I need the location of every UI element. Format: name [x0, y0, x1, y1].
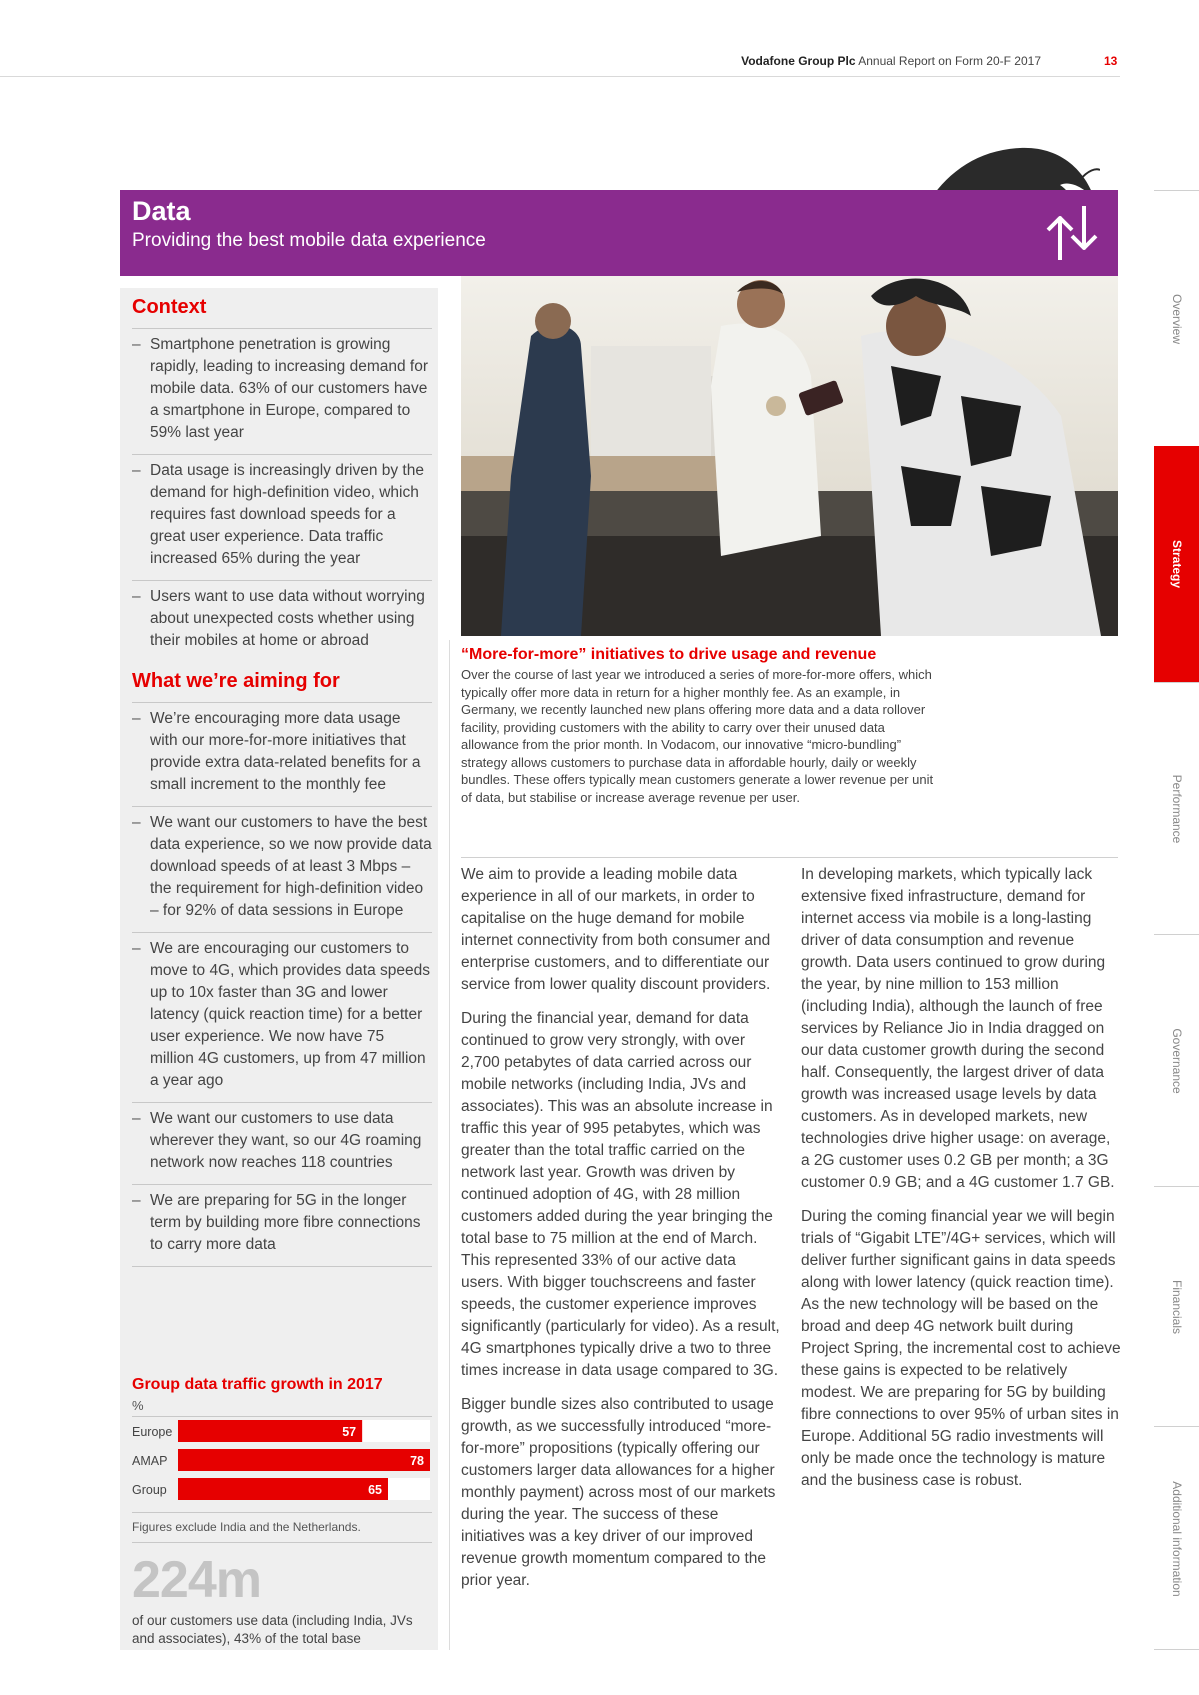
context-list — [132, 328, 432, 662]
body-column-right — [801, 864, 1121, 1504]
bar-europe — [178, 1420, 362, 1442]
chart-top-rule — [132, 1416, 432, 1417]
body-paragraph: During the coming financial year we will begin trials of “Gigabit LTE”/4G+ services, which will deliver further significant gains in data speeds along with lower latency (quick reaction time). As the new technology will be based on the broad and deep 4G network built during Project Spring, the incremental cost to achieve these gains is expected to be relatively modest. We are preparing for 5G by building fibre connections to over 95% of urban sites in Europe. Additional 5G radio investments will only be made once the technology is mature and the business case is robust. — [801, 1208, 1121, 1489]
body-column-left — [461, 864, 781, 1604]
header-divider — [0, 76, 1120, 77]
body-paragraph: During the financial year, demand for data continued to grow very strongly, with over 2,700 petabytes of data carried across our mobile networks (including India, JVs and associates). This was an absolute increase in traffic this year of 995 petabytes, which was greater than the total traffic carried on the network last year. Growth was driven by continued adoption of 4G, with 28 million customers added during the year bringing the total base to 75 million at the end of March. This represented 33% of our active data users. With bigger touchscreens and faster speeds, the customer experience improves significantly (particularly for video). As a result, 4G smartphones typically drive a two to three times increase in data usage compared to 3G. — [461, 1010, 780, 1379]
bar-amap — [178, 1449, 430, 1471]
chart-note: Figures exclude India and the Netherlands. — [132, 1520, 361, 1534]
page-number: 13 — [1104, 54, 1118, 68]
traffic-growth-chart — [132, 1418, 432, 1508]
highlight-caption: of our customers use data (including India, JVs and associates), 43% of the total base — [132, 1613, 413, 1646]
tab-financials[interactable] — [1154, 1186, 1199, 1427]
aims-list — [132, 702, 432, 1267]
section-banner — [120, 190, 1118, 276]
report-name: Annual Report on Form 20-F 2017 — [858, 54, 1041, 68]
data-label: 57 — [342, 1425, 357, 1439]
list-item: – We want our customers to have the best data experience, so we now provide data download speeds of at least 3 Mbps – the requirement for high-definition video – for 92% of data sessions in Europe — [132, 806, 432, 932]
section-nav — [1154, 190, 1199, 1650]
list-item: – We are encouraging our customers to move to 4G, which provides data speeds up to 10x faster than 3G and lower latency (quick reaction time) for a better user experience. We now have 75 million 4G customers, up from 47 million a year ago — [132, 932, 432, 1102]
category-label: AMAP — [132, 1454, 168, 1468]
column-divider — [449, 640, 450, 1650]
tab-label: Financials — [1169, 1279, 1184, 1335]
feature-text: Over the course of last year we introduced a series of more-for-more offers, which typically offer more data in return for a higher monthly fee. As an example, in Germany, we recently launched new plans offering more data and a data rollover facility, providing customers with the ability to carry over their unused data allowance from the prior month. In Vodacom, our innovative “micro-bundling” strategy allows customers to purchase data in affordable hourly, daily or weekly bundles. These offers typically mean customers generate a lower revenue per unit of data, but stabilise or increase average revenue per user. — [461, 667, 934, 805]
category-label: Group — [132, 1483, 167, 1497]
tab-performance[interactable] — [1154, 682, 1199, 935]
category-label: Europe — [132, 1425, 173, 1439]
tab-label: Performance — [1169, 774, 1184, 844]
data-label: 65 — [368, 1483, 382, 1497]
body-paragraph: Bigger bundle sizes also contributed to usage growth, as we successfully introduced “more-for-more” propositions (typically offering our customers larger data allowances for a higher monthly payment) across most of our markets during the year. The success of these initiatives was a key driver of our improved revenue growth momentum compared to the prior year. — [461, 1396, 776, 1589]
tab-overview[interactable] — [1154, 190, 1199, 447]
feature-title: “More-for-more” initiatives to drive usage and revenue — [461, 646, 877, 663]
list-item: – We’re encouraging more data usage with our more-for-more initiatives that provide extra data-related benefits for a small increment to the monthly fee — [132, 702, 432, 806]
tab-label: Additional information — [1169, 1480, 1184, 1597]
list-item: – We are preparing for 5G in the longer term by building more fibre connections to carry more data — [132, 1184, 432, 1267]
body-paragraph: We aim to provide a leading mobile data experience in all of our markets, in order to capitalise on the huge demand for mobile internet connectivity from both consumer and enterprise customers, and to differentiate our service from lower quality discount providers. — [461, 866, 771, 993]
list-item: – Smartphone penetration is growing rapidly, leading to increasing demand for mobile data. 63% of our customers have a smartphone in Europe, compared to 59% last year — [132, 328, 432, 454]
section-subtitle: Providing the best mobile data experience — [132, 230, 486, 251]
company-name: Vodafone Group Plc — [741, 54, 856, 68]
body-paragraph: In developing markets, which typically lack extensive fixed infrastructure, demand for internet access via mobile is a long-lasting driver of data consumption and revenue growth. Data users continued to grow during the year, by nine million to 153 million (including India), although the launch of free services by Reliance Jio in India dragged on our data customer growth during the second half. Consequently, the largest driver of data growth was increased usage levels by data customers. As in developed markets, new technologies drive higher usage: on average, a 2G customer uses 0.2 GB per month; a 3G customer 0.9 GB; and a 4G customer 1.7 GB. — [801, 866, 1115, 1191]
tab-label: Strategy — [1169, 539, 1184, 589]
section-title: Data — [132, 196, 191, 226]
chart-bottom-rule — [132, 1512, 432, 1513]
list-item: – Data usage is increasingly driven by the demand for high-definition video, which requires fast download speeds for a great user experience. Data traffic increased 65% during the year — [132, 454, 432, 580]
chart-unit: % — [132, 1398, 144, 1413]
tab-strategy[interactable] — [1154, 446, 1199, 682]
tab-label: Governance — [1169, 1028, 1184, 1094]
running-header — [741, 54, 1041, 68]
friends-rooftop-photo — [461, 276, 1118, 636]
list-item: – We want our customers to use data wherever they want, so our 4G roaming network now reaches 118 countries — [132, 1102, 432, 1184]
context-heading: Context — [132, 296, 207, 318]
list-item: – Users want to use data without worrying about unexpected costs whether using their mobiles at home or abroad — [132, 580, 432, 662]
sidebar-panel — [120, 288, 438, 1650]
bar-group — [178, 1478, 388, 1500]
tab-additional-information[interactable] — [1154, 1426, 1199, 1650]
aims-heading: What we’re aiming for — [132, 670, 340, 692]
nav-bottom-rule — [1154, 1649, 1199, 1650]
stat-top-rule — [132, 1542, 432, 1543]
body-top-rule — [461, 857, 1118, 858]
chart-title: Group data traffic growth in 2017 — [132, 1376, 383, 1393]
highlight-number: 224m — [132, 1551, 261, 1609]
tab-label: Overview — [1169, 293, 1184, 345]
tab-governance[interactable] — [1154, 934, 1199, 1187]
data-label: 78 — [410, 1454, 424, 1468]
up-down-arrows-icon — [1038, 198, 1108, 268]
